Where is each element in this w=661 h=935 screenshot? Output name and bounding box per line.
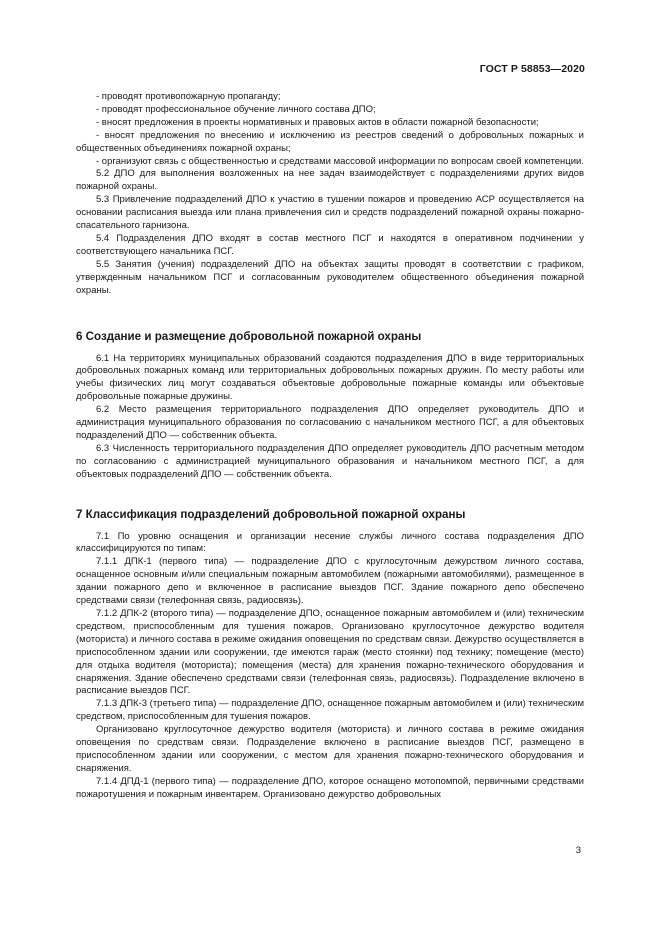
list-item: - организуют связь с общественностью и средствами массовой информации по вопросам своей компетенции. xyxy=(96,155,584,167)
page-number: 3 xyxy=(575,845,581,856)
paragraph: 5.4 Подразделения ДПО входят в состав местного ПСГ и находятся в оперативном подчинении у соответствующего начальника ПСГ. xyxy=(76,232,584,257)
list-item: - проводят профессиональное обучение личного состава ДПО; xyxy=(96,103,376,115)
paragraph: 5.2 ДПО для выполнения возложенных на нее задач взаимодействует с подразделениями других видов пожарной охраны. xyxy=(76,168,584,193)
paragraph: 7.1.4 ДПД-1 (первого типа) — подразделение ДПО, которое оснащено мотопомпой, первичными средствами пожаротушения и пожарным инвентарем. Организовано дежурство добровольных xyxy=(76,775,584,800)
list-item: - вносят предложения в проекты нормативных и правовых актов в области пожарной безопасности; xyxy=(96,116,539,128)
paragraph: 6.1 На территориях муниципальных образований создаются подразделения ДПО в виде территориальных добровольных пожарных команд или территориальных добровольных пожарных дружин. По месту работы или учебы физических лиц могут создаваться объектовые добровольные пожарные команды или объектовые добровольные пожарные дружины. xyxy=(76,352,584,403)
paragraph: 7.1 По уровню оснащения и организации несение службы личного состава подразделения ДПО классифицируются по типам: xyxy=(76,530,584,555)
paragraph: 7.1.3 ДПК-3 (третьего типа) — подразделение ДПО, оснащенное пожарным автомобилем и (или) техническим средством, приспособленным для тушения пожаров. xyxy=(76,698,584,723)
document-id: ГОСТ Р 58853—2020 xyxy=(479,63,585,75)
list-item: - вносят предложения по внесению и исключению из реестров сведений о добровольных пожарных и общественных объединениях пожарной охраны; xyxy=(76,129,584,154)
paragraph: 5.5 Занятия (учения) подразделений ДПО на объектах защиты проводят в соответствии с графиком, утвержденным начальником ПСГ и согласованным руководителем общественного объединения пожарной охраны. xyxy=(76,258,584,296)
section-7-heading: 7 Классификация подразделений добровольной пожарной охраны xyxy=(76,507,466,521)
paragraph: 7.1.2 ДПК-2 (второго типа) — подразделение ДПО, оснащенное пожарным автомобилем и (или) техническим средством, приспособленным для тушения пожаров. Организовано круглосуточное дежурство водителя (моториста) и личного состава в режиме ожидания оповещения по средствам связи. Дежурство осуществляется в приспособленном здании или сооружении, где имеются гараж (место стоянки) под технику; помещение (место) для отдыха водителя (моториста); помещения (места) для хранения пожарно-технического оборудования и снаряжения. Здание обеспечено средствами связи (телефонная связь, радиосвязь). Подразделение включено в расписание выездов ПСГ. xyxy=(76,608,584,697)
section-6-paragraphs xyxy=(76,353,584,482)
intro-list xyxy=(76,91,584,168)
paragraph: 5.3 Привлечение подразделений ДПО к участию в тушении пожаров и проведению АСР осуществляется на основании расписания выезда или плана привлечения сил и средств подразделений пожарной охраны пожарно-спасательного гарнизона. xyxy=(76,194,584,232)
paragraph: 6.2 Место размещения территориального подразделения ДПО определяет руководитель ДПО и администрация муниципального образования по согласованию с начальником местного ПСГ, а для объектовых подразделений ДПО — собственник объекта. xyxy=(76,404,584,441)
list-item: - проводят противопожарную пропаганду; xyxy=(96,91,281,102)
paragraph: Организовано круглосуточное дежурство водителя (моториста) и личного состава в режиме ожидания оповещения по средствам связи. Подразделение включено в расписание выездов ПСГ, размещено в приспособленном здании или сооружении, с местом для хранения пожарно-технического оборудования и снаряжения. xyxy=(76,724,584,774)
section-5-paragraphs xyxy=(76,168,584,297)
section-7-paragraphs xyxy=(76,531,584,802)
paragraph: 7.1.1 ДПК-1 (первого типа) — подразделение ДПО с круглосуточным дежурством личного состава, оснащенное основным и/или специальным пожарным автомобилем (пожарными автомобилями), размещенное в здании пожарного депо и включенное в расписание выездов ПСГ. Здание пожарного депо обеспечено средствами связи (телефонная связь, радиосвязь). xyxy=(76,556,584,607)
section-6-heading: 6 Создание и размещение добровольной пожарной охраны xyxy=(76,329,422,343)
paragraph: 6.3 Численность территориального подразделения ДПО определяет руководитель ДПО расчетным методом по согласованию с администрацией муниципального образования и начальником местного ПСГ, а для объектовых подразделений ДПО — собственник объекта. xyxy=(76,442,584,480)
page-content xyxy=(76,91,584,802)
